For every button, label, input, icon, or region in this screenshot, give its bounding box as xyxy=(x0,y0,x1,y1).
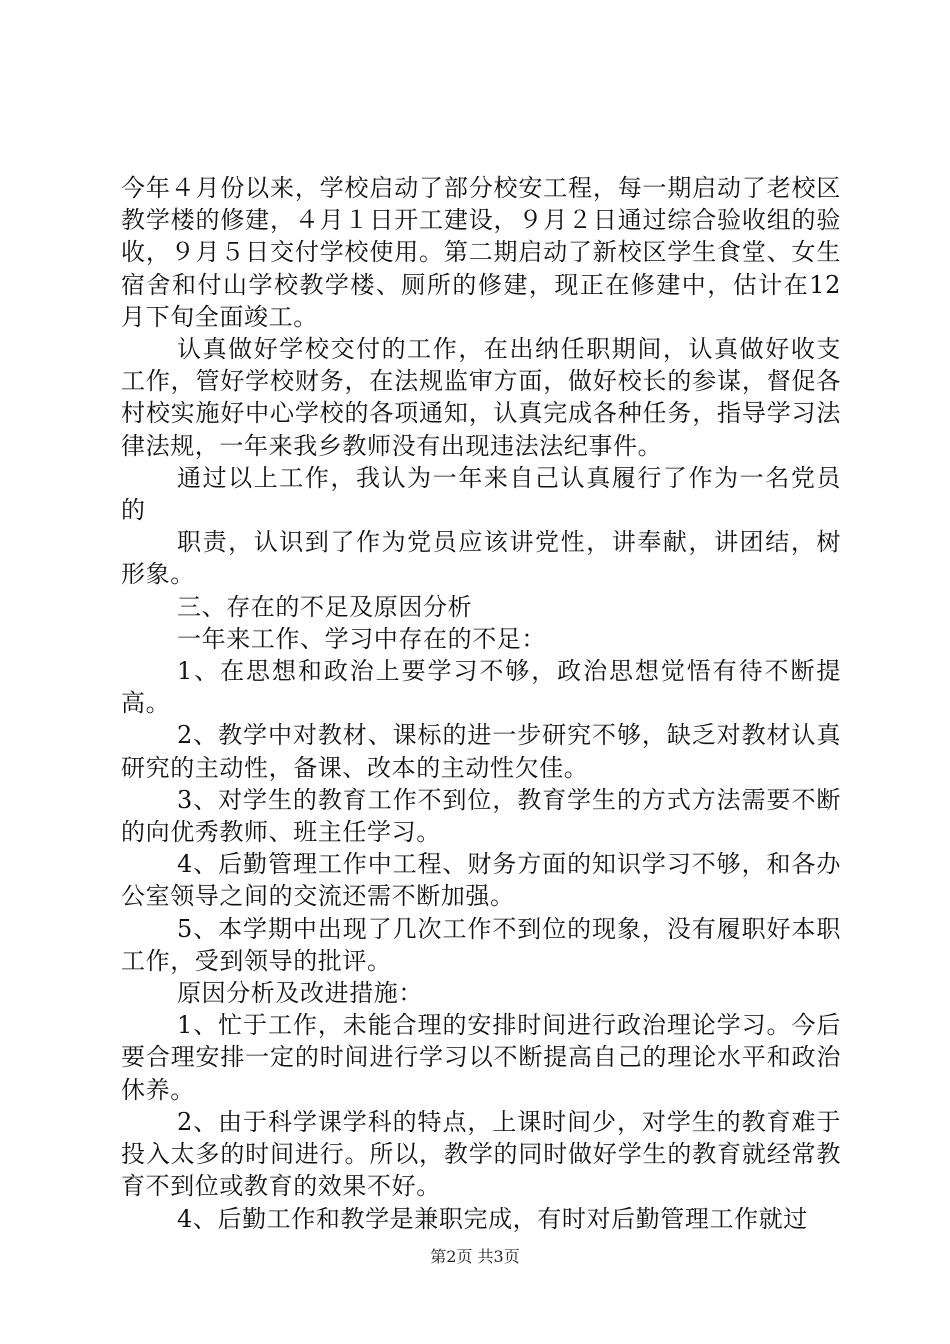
list-item: 2、教学中对教材、课标的进一步研究不够，缺乏对教材认真研究的主动性，备课、改本的主动性欠佳。 xyxy=(121,721,841,782)
list-item: 4、后勤管理工作中工程、财务方面的知识学习不够，和各办公室领导之间的交流还需不断加强。 xyxy=(121,850,841,911)
paragraph: 原因分析及改进措施： xyxy=(177,979,423,1008)
paragraph: 一年来工作、学习中存在的不足： xyxy=(177,624,546,653)
list-item: 3、对学生的教育工作不到位，教育学生的方式方法需要不断的向优秀教师、班主任学习。 xyxy=(121,785,841,847)
list-item: 1、忙于工作，未能合理的安排时间进行政治理论学习。今后要合理安排一定的时间进行学习以不断提高自己的理论水平和政治休养。 xyxy=(121,1011,841,1104)
page-number-footer: 第2页 共3页 xyxy=(430,1247,520,1266)
paragraph: 认真做好学校交付的工作，在出纳任职期间，认真做好收支工作，管好学校财务，在法规监审方面，做好校长的参谋，督促各村校实施好中心学校的各项通知，认真完成各种任务，指导学习法律法规，一年来我乡教师没有出现违法法纪事件。 xyxy=(121,335,841,460)
list-item: 4、后勤工作和教学是兼职完成，有时对后勤管理工作就过 xyxy=(177,1204,808,1233)
paragraph: 通过以上工作，我认为一年来自己认真履行了作为一名党员的 xyxy=(121,463,841,525)
list-item: 2、由于科学课学科的特点，上课时间少，对学生的教育难于投入太多的时间进行。所以，教学的同时做好学生的教育就经常教育不到位或教育的效果不好。 xyxy=(121,1107,841,1201)
paragraph: 职责，认识到了作为党员应该讲党性，讲奉献，讲团结，树形象。 xyxy=(121,528,841,589)
list-item: 1、在思想和政治上要学习不够，政治思想觉悟有待不断提高。 xyxy=(121,657,841,718)
section-heading: 三、存在的不足及原因分析 xyxy=(177,592,473,621)
document-body xyxy=(121,172,841,1235)
paragraph: 今年４月份以来，学校启动了部分校安工程，每一期启动了老校区教学楼的修建，４月１日开工建设，９月２日通过综合验收组的验收，９月５日交付学校使用。第二期启动了新校区学生食堂、女生宿舍和付山学校教学楼、厕所的修建，现正在修建中，估计在12月下旬全面竣工。 xyxy=(121,174,841,331)
list-item: 5、本学期中出现了几次工作不到位的现象，没有履职好本职工作，受到领导的批评。 xyxy=(121,914,841,975)
